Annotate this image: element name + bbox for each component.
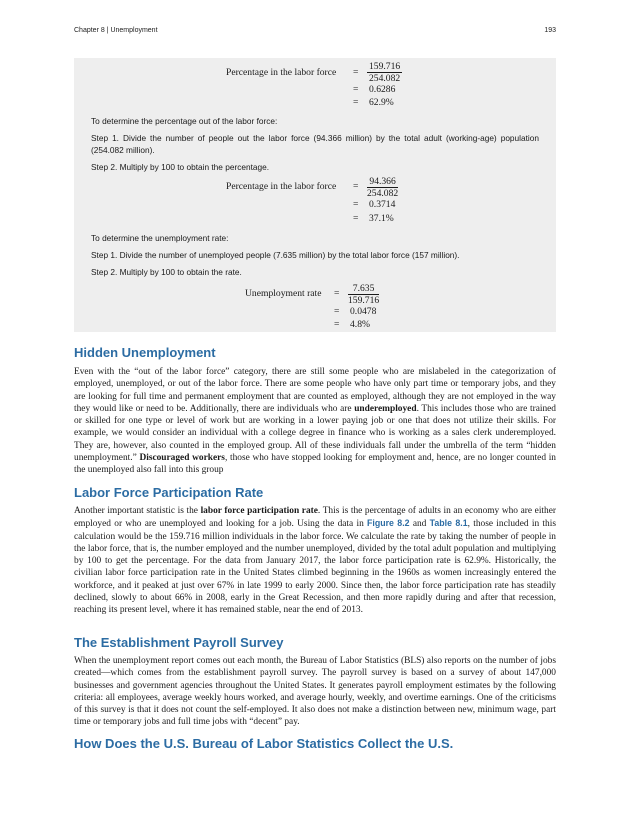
- equation-out-of-labor-force: [74, 173, 556, 228]
- chapter-label: Chapter 8 | Unemployment: [74, 27, 158, 34]
- equation-label: Unemployment rate: [245, 288, 322, 299]
- key-term-discouraged-workers: Discouraged workers: [139, 453, 225, 464]
- key-term-labor-force-participation-rate: labor force participation rate: [200, 506, 318, 516]
- out-step-1: Step 1. Divide the number of people out the labor force (94.366 million) by the total adult (working-age) population (254.082 million).: [91, 133, 539, 155]
- calculation-box: [74, 58, 556, 332]
- text: , those included in this calculation would be the 159.716 million individuals in the labor force. We calculate the rate by taking the number of people in the labor force, that is, the number employed and the number unemployed, divided by the total adult population and multiplying by 100 to get the percentage. For the data from January 2017, the labor force participation rate is 62.9%. Historically, the civilian labor force participation rate in the United States climbed beginning in the 1960s as women increasingly entered the workforce, and it peaked at just over 67% in late 1999 to early 2000. Since then, the labor force participation rate has steadily declined, slowly to about 66% in 2008, early in the Great Recession, and then more rapidly during and after that recession, reaching its present level, where it has remained stable, near the end of 2013.: [74, 519, 556, 616]
- equals-sign: =: [353, 213, 359, 224]
- denominator: 254.082: [369, 73, 401, 84]
- hidden-unemployment-paragraph: [74, 366, 556, 477]
- numerator: 159.716: [369, 61, 401, 72]
- key-term-underemployed: underemployed: [354, 403, 417, 414]
- text: Even with the “out of the labor force” category, there are still some people who are mislabeled in the categorization of employed, unemployed, or out of the labor force. There are some people who have only part time or temporary jobs, and they are looking for full time and permanent employment that are counted as employed, although they are not employed in the way they would like or need to be. Additionally, there are individuals who are: [74, 367, 556, 414]
- section-title-establishment-payroll-survey: The Establishment Payroll Survey: [74, 635, 284, 650]
- text: , those who have stopped looking for employment and, hence, are no longer counted in the unemployed also fall into this group: [74, 453, 556, 476]
- equals-sign: =: [334, 288, 340, 299]
- section-title-hidden-unemployment: Hidden Unemployment: [74, 345, 216, 360]
- page-number: 193: [544, 27, 556, 34]
- equals-sign: =: [353, 199, 359, 210]
- figure-link[interactable]: Figure 8.2: [367, 518, 410, 529]
- result-percent: 4.8%: [350, 319, 370, 330]
- text: . This includes those who are trained or skilled for one type or level of work but are working in a lower paying job or one that does not utilize their skills. For example, we would consider an individual with a college degree in finance who is working as a sales clerk underemployed. They are, however, also counted in the employed group. All of these individuals fall under the umbrella of the term “hidden unemployment.”: [74, 403, 556, 464]
- fraction: [348, 283, 379, 306]
- unemployment-step-1: Step 1. Divide the number of unemployed people (7.635 million) by the total labor force (157 million).: [91, 250, 460, 260]
- equals-sign: =: [334, 306, 340, 317]
- unemployment-intro: To determine the unemployment rate:: [91, 233, 229, 243]
- equation-labor-force: [74, 58, 556, 118]
- numerator: 94.366: [367, 176, 398, 188]
- equals-sign: =: [353, 97, 359, 108]
- payroll-survey-paragraph: When the unemployment report comes out each month, the Bureau of Labor Statistics (BLS) also reports on the number of jobs created—which comes from the establishment payroll survey. The payroll survey is based on a survey of about 147,000 businesses and government agencies throughout the United States. It generates payroll employment estimates by the following criteria: all employees, average weekly hours worked, and average hourly, weekly, and overtime earnings. One of the criticisms of this survey is that it does not count the self-employed. It also does not make a distinction between new, minimum wage, part time or temporary jobs and full time jobs with “decent” pay.: [74, 656, 556, 728]
- numerator: 7.635: [348, 283, 379, 295]
- section-title-labor-force-participation-rate: Labor Force Participation Rate: [74, 485, 264, 500]
- equation-label: Percentage in the labor force: [226, 67, 337, 78]
- result-percent: 37.1%: [369, 213, 394, 224]
- table-link[interactable]: Table 8.1: [429, 518, 468, 529]
- text: and: [409, 519, 430, 530]
- fraction: [367, 61, 402, 84]
- labor-force-participation-paragraph: [74, 505, 556, 617]
- text: . This is the percentage of adults in an economy who are either employed or who are unemployed and looking for a job. Using the data in: [74, 506, 556, 530]
- denominator: 159.716: [348, 295, 380, 306]
- out-intro: To determine the percentage out of the labor force:: [91, 116, 278, 126]
- equals-sign: =: [353, 67, 359, 78]
- equation-unemployment-rate: [74, 281, 556, 331]
- equals-sign: =: [353, 84, 359, 95]
- equals-sign: =: [353, 181, 359, 192]
- out-step-2: Step 2. Multiply by 100 to obtain the percentage.: [91, 162, 270, 172]
- equation-label: Percentage in the labor force: [226, 181, 337, 192]
- section-title-bls-collection: How Does the U.S. Bureau of Labor Statistics Collect the U.S.: [74, 736, 454, 751]
- denominator: 254.082: [367, 188, 399, 199]
- unemployment-step-2: Step 2. Multiply by 100 to obtain the rate.: [91, 267, 242, 277]
- result-percent: 62.9%: [369, 97, 394, 108]
- result-decimal: 0.0478: [350, 306, 377, 317]
- equals-sign: =: [334, 319, 340, 330]
- result-decimal: 0.6286: [369, 84, 396, 95]
- result-decimal: 0.3714: [369, 199, 396, 210]
- text: Another important statistic is the: [74, 506, 201, 516]
- fraction: [367, 176, 398, 199]
